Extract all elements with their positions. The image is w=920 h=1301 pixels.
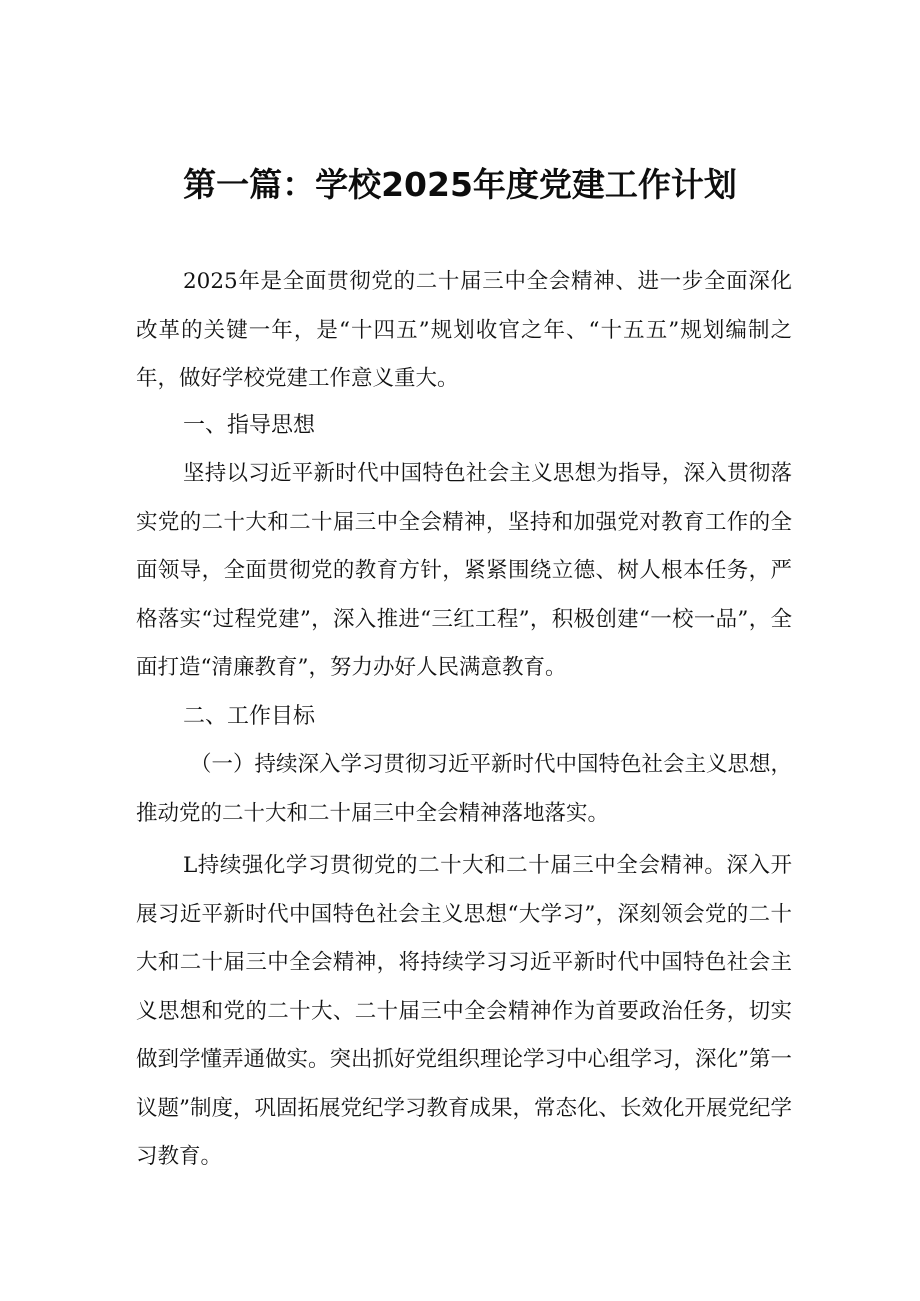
- intro-paragraph: 2025年是全面贯彻党的二十届三中全会精神、进一步全面深化改革的关键一年，是“十四五”规划收官之年、“十五五”规划编制之年，做好学校党建工作意义重大。: [136, 269, 792, 391]
- section-heading-work-goals: 二、工作目标: [183, 704, 316, 729]
- work-goal-item-paragraph: L持续强化学习贯彻党的二十大和二十届三中全会精神。深入开展习近平新时代中国特色社会主义思想“大学习”，深刻领会党的二十大和二十届三中全会精神，将持续学习习近平新时代中国特色社会主义思想和党的二十大、二十届三中全会精神作为首要政治任务，切实做到学懂弄通做实。突出抓好党组织理论学习中心组学习，深化”第一议题”制度，巩固拓展党纪学习教育成果，常态化、长效化开展党纪学习教育。: [136, 853, 792, 1169]
- guiding-thought-paragraph: 坚持以习近平新时代中国特色社会主义思想为指导，深入贯彻落实党的二十大和二十届三中全会精神，坚持和加强党对教育工作的全面领导，全面贯彻党的教育方针，紧紧围绕立德、树人根本任务，严格落实“过程党建”，深入推进“三红工程”，积极创建“一校一品”，全面打造“清廉教育”，努力办好人民满意教育。: [136, 461, 792, 680]
- section-heading-guiding-thought: 一、指导思想: [183, 413, 316, 438]
- work-goal-subheading: （一）持续深入学习贯彻习近平新时代中国特色社会主义思想，推动党的二十大和二十届三中全会精神落地落实。: [136, 752, 793, 826]
- document-title: 第一篇：学校2025年度党建工作计划: [183, 165, 737, 204]
